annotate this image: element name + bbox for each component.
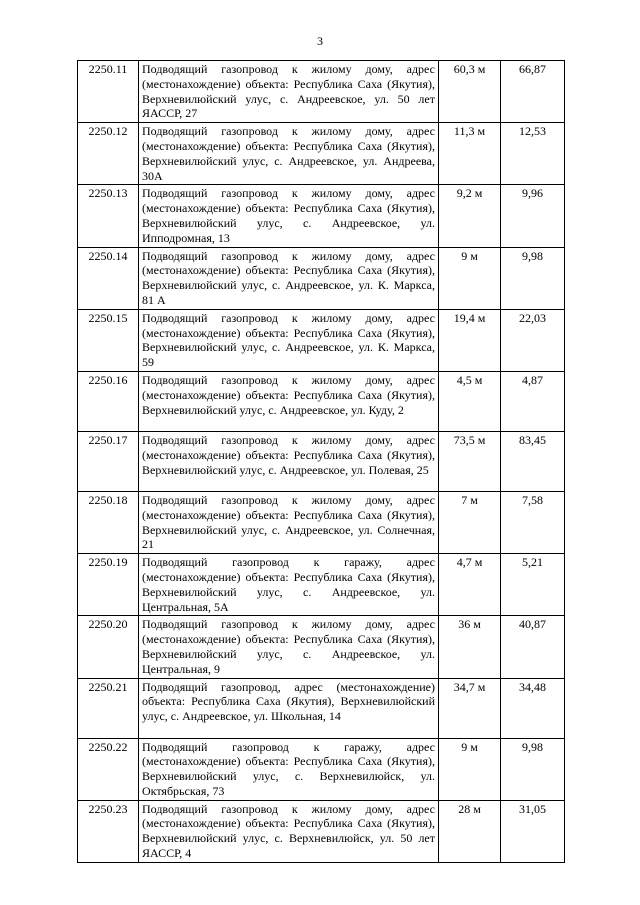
table-row [78,309,565,371]
value-cell: 22,03 [501,309,565,371]
object-description-cell: Подводящий газопровод, адрес (местонахождение) объекта: Республика Саха (Якутия), Верхневилюйский улус, с. Андреевское, ул. Школьная, 14 [139,678,439,738]
row-number-cell: 2250.16 [78,371,139,431]
object-description-cell: Подводящий газопровод к гаражу, адрес (местонахождение) объекта: Республика Саха (Якутия), Верхневилюйский улус, с. Андреевское, ул. Центральная, 5А [139,554,439,616]
row-number-cell: 2250.23 [78,800,139,862]
pipeline-length-cell: 34,7 м [439,678,501,738]
table-row [78,800,565,862]
page-number: 3 [317,34,323,48]
object-description-cell: Подводящий газопровод к жилому дому, адрес (местонахождение) объекта: Республика Саха (Якутия), Верхневилюйский улус, с. Верхневилюйск, ул. 50 лет ЯАССР, 4 [139,800,439,862]
pipeline-length-cell: 4,7 м [439,554,501,616]
pipeline-length-cell: 73,5 м [439,431,501,491]
pipeline-length-cell: 4,5 м [439,371,501,431]
value-cell: 4,87 [501,371,565,431]
row-number-cell: 2250.15 [78,309,139,371]
pipeline-length-cell: 28 м [439,800,501,862]
table-row [78,491,565,553]
table-row [78,738,565,800]
value-cell: 66,87 [501,61,565,123]
pipeline-length-cell: 19,4 м [439,309,501,371]
row-number-cell: 2250.12 [78,123,139,185]
table-row [78,185,565,247]
value-cell: 9,96 [501,185,565,247]
value-cell: 9,98 [501,247,565,309]
row-number-cell: 2250.18 [78,491,139,553]
row-number-cell: 2250.13 [78,185,139,247]
registry-table [77,60,565,863]
table-row [78,678,565,738]
table-row [78,247,565,309]
object-description-cell: Подводящий газопровод к жилому дому, адрес (местонахождение) объекта: Республика Саха (Якутия), Верхневилюйский улус, с. Андреевское, ул. Полевая, 25 [139,431,439,491]
value-cell: 12,53 [501,123,565,185]
table-row [78,616,565,678]
object-description-cell: Подводящий газопровод к гаражу, адрес (местонахождение) объекта: Республика Саха (Якутия), Верхневилюйский улус, с. Верхневилюйск, ул. Октябрьская, 73 [139,738,439,800]
value-cell: 83,45 [501,431,565,491]
pipeline-length-cell: 7 м [439,491,501,553]
row-number-cell: 2250.17 [78,431,139,491]
table-row [78,371,565,431]
value-cell: 31,05 [501,800,565,862]
table-row [78,61,565,123]
registry-table-body [78,61,565,863]
row-number-cell: 2250.22 [78,738,139,800]
row-number-cell: 2250.19 [78,554,139,616]
pipeline-length-cell: 9 м [439,738,501,800]
row-number-cell: 2250.11 [78,61,139,123]
row-number-cell: 2250.21 [78,678,139,738]
value-cell: 5,21 [501,554,565,616]
value-cell: 7,58 [501,491,565,553]
value-cell: 34,48 [501,678,565,738]
object-description-cell: Подводящий газопровод к жилому дому, адрес (местонахождение) объекта: Республика Саха (Якутия), Верхневилюйский улус, с. Андреевское, ул. К. Маркса, 59 [139,309,439,371]
pipeline-length-cell: 60,3 м [439,61,501,123]
object-description-cell: Подводящий газопровод к жилому дому, адрес (местонахождение) объекта: Республика Саха (Якутия), Верхневилюйский улус, с. Андреевское, ул. Центральная, 9 [139,616,439,678]
pipeline-length-cell: 36 м [439,616,501,678]
object-description-cell: Подводящий газопровод к жилому дому, адрес (местонахождение) объекта: Республика Саха (Якутия), Верхневилюйский улус, с. Андреевское, ул. Солнечная, 21 [139,491,439,553]
table-row [78,554,565,616]
value-cell: 9,98 [501,738,565,800]
value-cell: 40,87 [501,616,565,678]
row-number-cell: 2250.20 [78,616,139,678]
pipeline-length-cell: 9,2 м [439,185,501,247]
pipeline-length-cell: 11,3 м [439,123,501,185]
table-row [78,123,565,185]
object-description-cell: Подводящий газопровод к жилому дому, адрес (местонахождение) объекта: Республика Саха (Якутия), Верхневилюйский улус, с. Андреевское, ул. 50 лет ЯАССР, 27 [139,61,439,123]
row-number-cell: 2250.14 [78,247,139,309]
object-description-cell: Подводящий газопровод к жилому дому, адрес (местонахождение) объекта: Республика Саха (Якутия), Верхневилюйский улус, с. Андреевское, ул. К. Маркса, 81 А [139,247,439,309]
object-description-cell: Подводящий газопровод к жилому дому, адрес (местонахождение) объекта: Республика Саха (Якутия), Верхневилюйский улус, с. Андреевское, ул. Андреева, 30А [139,123,439,185]
table-row [78,431,565,491]
object-description-cell: Подводящий газопровод к жилому дому, адрес (местонахождение) объекта: Республика Саха (Якутия), Верхневилюйский улус, с. Андреевское, ул. Куду, 2 [139,371,439,431]
pipeline-length-cell: 9 м [439,247,501,309]
object-description-cell: Подводящий газопровод к жилому дому, адрес (местонахождение) объекта: Республика Саха (Якутия), Верхневилюйский улус, с. Андреевское, ул. Ипподромная, 13 [139,185,439,247]
